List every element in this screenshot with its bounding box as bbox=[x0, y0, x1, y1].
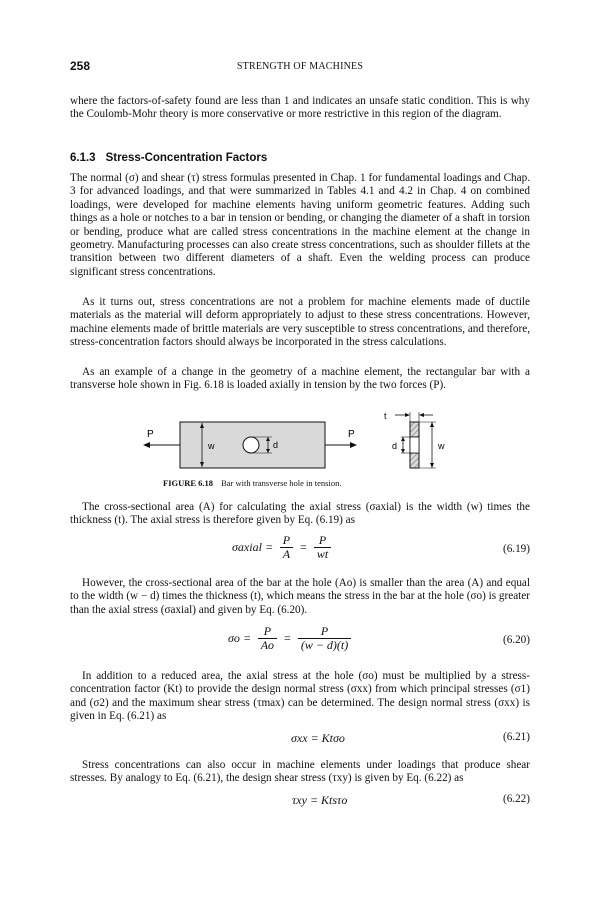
section-title: Stress-Concentration Factors bbox=[105, 152, 268, 164]
equation-6-20: σo = $\frac{P}{Ao}$ = $\frac{P}{(w - d)(t)}$ (6.20) bbox=[228, 624, 530, 652]
eq620-number: (6.20) bbox=[502, 634, 530, 646]
paragraph-stress-factor: In addition to a reduced area, the axial stress at the hole (σo) must be multiplied by a stress-concentration factor (Kt) to provide the design normal stress (σxx) from which principal stresses (σ1) and (σ2) and the maximum shear stress (τmax) can be determined. The design normal stress (σxx) is given in Eq. (6.21) as bbox=[70, 670, 530, 723]
paragraph-ductile-brittle: As it turns out, stress concentrations are not a problem for machine elements made of ductile materials as the material will deform appropriately to adjust to these stress concentrations. However, machine elements made of brittle materials are very susceptible to stress concentrations, and therefore, stress-concentration factors should always be incorporated in the stress calculations. bbox=[70, 296, 530, 349]
paragraph-intro: where the factors-of-safety found are less than 1 and indicates an unsafe static condition. This is why the Coulomb-Mohr theory is more conservative or more restrictive in this region of the diagram. bbox=[70, 95, 530, 121]
running-title: STRENGTH OF MACHINES bbox=[236, 61, 364, 72]
force-arrow-left-head bbox=[143, 442, 150, 448]
label-width-side: w bbox=[438, 441, 445, 451]
eq622-body: τxy = Ktsτo bbox=[292, 793, 348, 807]
figure-caption bbox=[163, 478, 341, 488]
eq621-number: (6.21) bbox=[502, 731, 530, 743]
eq619-number: (6.19) bbox=[502, 543, 530, 555]
figure-drawing bbox=[140, 408, 460, 478]
label-force-left: P bbox=[147, 429, 154, 440]
equation-6-21 bbox=[70, 729, 530, 747]
hole-section bbox=[410, 437, 419, 453]
paragraph-cross-section: The cross-sectional area (A) for calculating the axial stress (σaxial) is the width (w) times the thickness (t). The axial stress is therefore given by Eq. (6.19) as bbox=[70, 501, 530, 527]
section-number: 6.1.3 bbox=[70, 152, 96, 164]
label-thickness-side: t bbox=[384, 411, 387, 421]
figure-bar-with-hole bbox=[140, 408, 460, 478]
label-force-right: P bbox=[348, 429, 355, 440]
eq619-frac2: $\frac{P}{wt}$ bbox=[314, 534, 331, 561]
label-width-front: w bbox=[208, 441, 215, 451]
paragraph-shear-concentration: Stress concentrations can also occur in machine elements under loadings that produce shear stresses. By analogy to Eq. (6.21), the design shear stress (τxy) is given by Eq. (6.22) as bbox=[70, 759, 530, 785]
section-heading bbox=[70, 152, 267, 164]
hatch-bottom bbox=[410, 453, 419, 468]
eq622-number: (6.22) bbox=[502, 793, 530, 805]
paragraph-example: As an example of a change in the geometry of a machine element, the rectangular bar with a transverse hole shown in Fig. 6.18 is loaded axially in tension by the two forces (P). bbox=[70, 366, 530, 392]
force-arrow-right-head bbox=[350, 442, 357, 448]
page-number: 258 bbox=[70, 59, 91, 73]
label-diameter-front: d bbox=[273, 440, 279, 450]
paragraph-normal-shear: The normal (σ) and shear (τ) stress formulas presented in Chap. 1 for fundamental loadings and Chap. 3 for advanced loadings, and that were summarized in Tables 4.1 and 4.2 in Chap. 4 on combined loadings, were developed for machine elements having uniform geometric features. Adding such things as a hole or notches to a bar in tension or bending, or changing the diameter of a shaft in torsion or bending, produce what are called stress concentrations in the machine element at the change in geometry. Manufacturing processes can also create stress concentrations, such as shoulder fillets at the transition between two different diameters of a shaft. Even the welding process can produce significant stress concentrations. bbox=[70, 172, 530, 278]
equation-6-19: σaxial = $\frac{P}{A}$ = $\frac{P}{wt}$ (6.19) bbox=[232, 533, 530, 561]
eq619-frac1: $\frac{P}{A}$ bbox=[280, 534, 293, 561]
hatch-top bbox=[410, 422, 419, 437]
eq621-body: σxx = Ktσo bbox=[291, 731, 345, 745]
figure-label: FIGURE 6.18 bbox=[163, 478, 214, 488]
figure-caption-text: Bar with transverse hole in tension. bbox=[221, 478, 342, 488]
eq620-frac1: $\frac{P}{Ao}$ bbox=[258, 625, 277, 652]
equation-6-22 bbox=[70, 791, 530, 809]
eq620-lhs: σo bbox=[228, 631, 240, 645]
paragraph-reduced-area: However, the cross-sectional area of the bar at the hole (Ao) is smaller than the area (A) and equal to the width (w − d) times the thickness (t), which means the stress in the bar at the hole (σo) is greater than the axial stress (σaxial) and given by Eq. (6.20). bbox=[70, 577, 530, 616]
eq620-frac2: $\frac{P}{(w - d)(t)}$ bbox=[298, 625, 351, 652]
transverse-hole bbox=[243, 437, 259, 453]
label-diameter-side: d bbox=[392, 441, 398, 451]
eq619-lhs: σaxial bbox=[232, 540, 262, 554]
